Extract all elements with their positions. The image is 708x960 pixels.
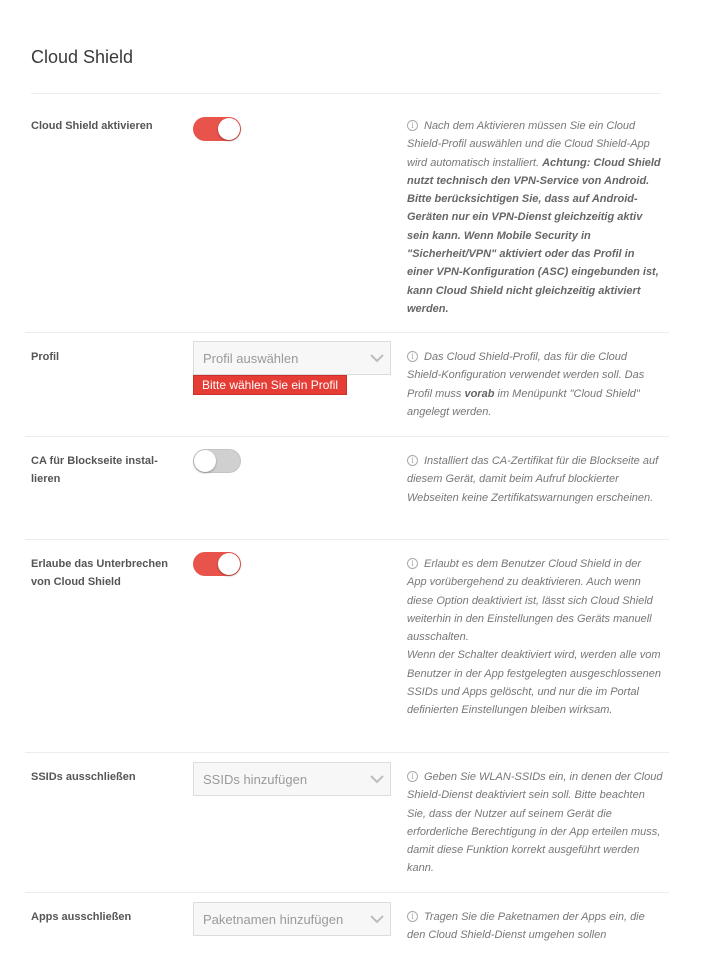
apps-label: Apps ausschließen: [31, 911, 132, 923]
info-icon: i: [407, 558, 418, 569]
ssids-select-placeholder: SSIDs hinzufügen: [203, 772, 308, 787]
toggle-knob: [194, 450, 216, 472]
title-divider: [31, 93, 661, 94]
ca-label: CA für Blockseite instal-lieren: [31, 455, 158, 486]
info-icon: i: [407, 911, 418, 922]
ssids-select[interactable]: [193, 762, 391, 796]
apps-help: i Tragen Sie die Paketnamen der Apps ein, die den Cloud Shield-Dienst umgehen sollen: [407, 911, 645, 942]
row-divider: [25, 539, 669, 540]
info-icon: i: [407, 771, 418, 782]
interrupt-toggle[interactable]: [193, 552, 241, 576]
row-divider: [25, 892, 669, 893]
activate-label: Cloud Shield aktivieren: [31, 120, 153, 132]
profile-select[interactable]: [193, 341, 391, 375]
toggle-knob: [218, 118, 240, 140]
chevron-down-icon: [369, 912, 385, 926]
activate-warning: Achtung: Cloud Shield nutzt technisch den VPN-Service von Android. Bitte berücksichtigen Sie, dass auf Android-Geräten nur ein VPN-Dienst gleichzeitig aktiv sein kann. Wenn Mobile Security in "Sicherheit/VPN" aktiviert oder das Profil in einer VPN-Konfiguration (ASC) eingebunden ist, kann Cloud Shield nicht gleichzeitig aktiviert werden.: [407, 156, 661, 315]
info-icon: i: [407, 351, 418, 362]
apps-select-placeholder: Paketnamen hinzufügen: [203, 912, 344, 927]
ca-help: i Installiert das CA-Zertifikat für die Blockseite auf diesem Gerät, damit beim Aufruf blockierter Webseiten keine Zertifikatswarnungen erscheinen.: [407, 455, 659, 504]
activate-help: i Nach dem Aktivieren müssen Sie ein Cloud Shield-Profil auswählen und die Cloud Shield-App wird automatisch installiert. Achtung: Cloud Shield nutzt technisch den VPN-Service von Android. Bitte berücksichtigen Sie, dass auf Android-Geräten nur ein VPN-Dienst gleichzeitig aktiv sein kann. Wenn Mobile Security in "Sicherheit/VPN" aktiviert oder das Profil in einer VPN-Konfiguration (ASC) eingebunden ist, kann Cloud Shield nicht gleichzeitig aktiviert werden.: [407, 120, 661, 315]
interrupt-label: Erlaube das Unterbrechen von Cloud Shield: [31, 558, 168, 589]
ssids-help: i Geben Sie WLAN-SSIDs ein, in denen der Cloud Shield-Dienst deaktiviert sein soll. Bitte beachten Sie, dass der Nutzer auf seinem Gerät die erforderliche Berechtigung in der App erteilen muss, damit diese Funktion korrekt ausgeführt werden kann.: [407, 771, 663, 875]
ca-toggle[interactable]: [193, 449, 241, 473]
ssids-label: SSIDs ausschließen: [31, 771, 136, 783]
chevron-down-icon: [369, 351, 385, 365]
profile-label: Profil: [31, 351, 60, 363]
info-icon: i: [407, 455, 418, 466]
activate-toggle[interactable]: [193, 117, 241, 141]
row-divider: [25, 752, 669, 753]
apps-select[interactable]: [193, 902, 391, 936]
row-divider: [25, 332, 669, 333]
interrupt-help: [407, 555, 663, 720]
row-divider: [25, 436, 669, 437]
info-icon: i: [407, 120, 418, 131]
chevron-down-icon: [369, 772, 385, 786]
toggle-knob: [218, 553, 240, 575]
page-title: Cloud Shield: [31, 47, 134, 67]
interrupt-help-p1: i Erlaubt es dem Benutzer Cloud Shield in der App vorübergehend zu deaktivieren. Auch wenn diese Option deaktiviert ist, lässt sich Cloud Shield weiterhin in den Einstellungen des Geräts manuell ausschalten.: [407, 558, 653, 644]
profile-select-placeholder: Profil auswählen: [203, 351, 299, 366]
interrupt-help-p2: Wenn der Schalter deaktiviert wird, werden alle vom Benutzer in der App festgelegten ausgeschlossenen SSIDs und Apps gelöscht, und nur die im Portal definierten Einstellungen bleiben wirksam.: [407, 649, 661, 717]
profile-error-badge: Bitte wählen Sie ein Profil: [193, 375, 347, 395]
profile-help: i Das Cloud Shield-Profil, das für die Cloud Shield-Konfiguration verwendet werden soll. Das Profil muss vorab im Menüpunkt "Cloud Shield" angelegt werden.: [407, 351, 645, 418]
